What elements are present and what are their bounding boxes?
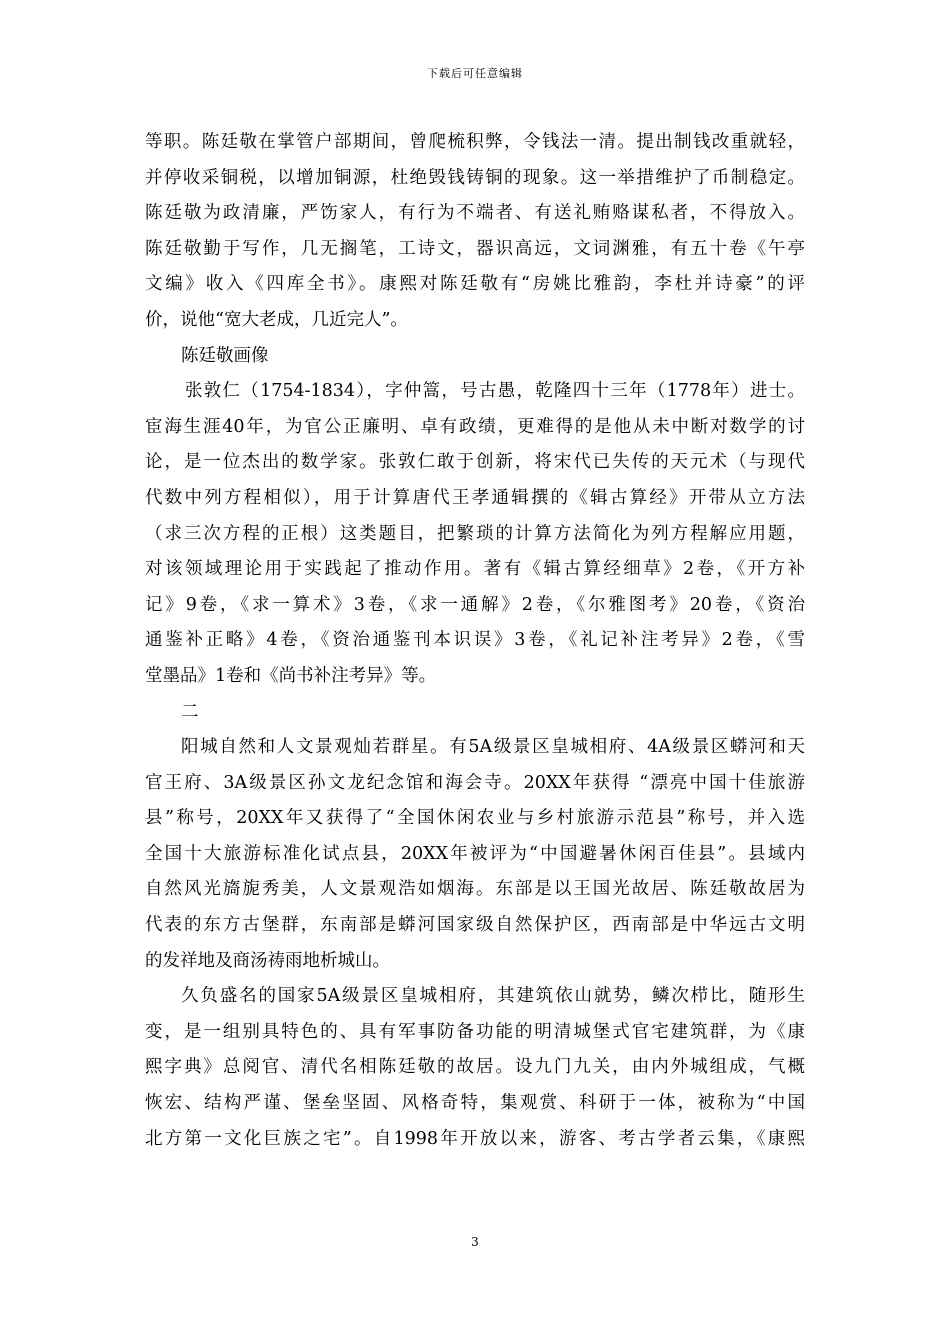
text-line: 记》9卷，《求一算术》3卷，《求一通解》2卷，《尔雅图考》20卷，《资治 bbox=[145, 594, 805, 615]
text-line: 全国十大旅游标准化试点县，20XX年被评为“中国避暑休闲百佳县”。县域内 bbox=[145, 843, 805, 864]
image-caption: 陈廷敬画像 bbox=[181, 345, 269, 366]
page-header: 下载后可任意编辑 bbox=[427, 67, 523, 80]
text-line: 文编》收入《四库全书》。康熙对陈廷敬有“房姚比雅韵，李杜并诗豪”的评 bbox=[145, 274, 805, 295]
text-line: （求三次方程的正根）这类题目，把繁琐的计算方法简化为列方程解应用题， bbox=[145, 523, 805, 544]
text-line: 对该领域理论用于实践起了推动作用。著有《辑古算经细草》2卷，《开方补 bbox=[145, 559, 805, 580]
text-line: 官王府、3A级景区孙文龙纪念馆和海会寺。20XX年获得 “漂亮中国十佳旅游 bbox=[145, 772, 805, 793]
text-line: 堂墨品》1卷和《尚书补注考异》等。 bbox=[145, 665, 437, 686]
text-line: 变，是一组别具特色的、具有军事防备功能的明清城堡式官宅建筑群，为《康 bbox=[145, 1021, 805, 1042]
text-line: 陈廷敬为政清廉，严饬家人，有行为不端者、有送礼贿赂谋私者，不得放入。 bbox=[145, 203, 805, 224]
text-line: 代表的东方古堡群，东南部是蟒河国家级自然保护区，西南部是中华远古文明 bbox=[145, 915, 805, 936]
text-line: 论，是一位杰出的数学家。张敦仁敢于创新，将宋代已失传的天元术（与现代 bbox=[145, 452, 805, 473]
text-line: 自然风光旖旎秀美，人文景观浩如烟海。东部是以王国光故居、陈廷敬故居为 bbox=[145, 879, 805, 900]
text-line: 县”称号，20XX年又获得了“全国休闲农业与乡村旅游示范县”称号，并入选 bbox=[145, 808, 805, 829]
text-line: 等职。陈廷敬在掌管户部期间，曾爬梳积弊，令钱法一清。提出制钱改重就轻， bbox=[145, 132, 805, 152]
text-line: 阳城自然和人文景观灿若群星。有5A级景区皇城相府、4A级景区蟒河和天 bbox=[181, 737, 805, 758]
document-body bbox=[145, 125, 805, 1157]
text-line: 宦海生涯40年，为官公正廉明、卓有政绩，更难得的是他从未中断对数学的讨 bbox=[145, 416, 805, 437]
text-line: 通鉴补正略》4卷，《资治通鉴刊本识误》3卷，《礼记补注考异》2卷，《雪 bbox=[145, 630, 805, 651]
text-line: 北方第一文化巨族之宅”。自1998年开放以来，游客、考古学者云集，《康熙 bbox=[145, 1128, 805, 1149]
text-line: 并停收采铜税，以增加铜源，杜绝毁钱铸铜的现象。这一举措维护了币制稳定。 bbox=[145, 167, 805, 188]
text-line: 的发祥地及商汤祷雨地析城山。 bbox=[145, 950, 390, 971]
text-line: 久负盛名的国家5A级景区皇城相府，其建筑依山就势，鳞次栉比，随形生 bbox=[181, 986, 805, 1007]
text-line: 代数中列方程相似），用于计算唐代王孝通辑撰的《辑古算经》开带从立方法 bbox=[145, 487, 805, 508]
page-number: 3 bbox=[471, 1235, 479, 1249]
text-line: 张敦仁（1754-1834），字仲篙，号古愚，乾隆四十三年（1778年）进士。 bbox=[185, 381, 805, 402]
text-line: 熙字典》总阅官、清代名相陈廷敬的故居。设九门九关，由内外城组成，气概 bbox=[145, 1057, 805, 1078]
text-line: 陈廷敬勤于写作，几无搁笔，工诗文，器识高远，文词渊雅，有五十卷《午亭 bbox=[145, 238, 805, 259]
section-heading: 二 bbox=[181, 701, 199, 722]
text-line: 价，说他“宽大老成，几近完人”。 bbox=[145, 309, 408, 330]
text-line: 恢宏、结构严谨、堡垒坚固、风格奇特，集观赏、科研于一体，被称为“中国 bbox=[145, 1093, 805, 1114]
